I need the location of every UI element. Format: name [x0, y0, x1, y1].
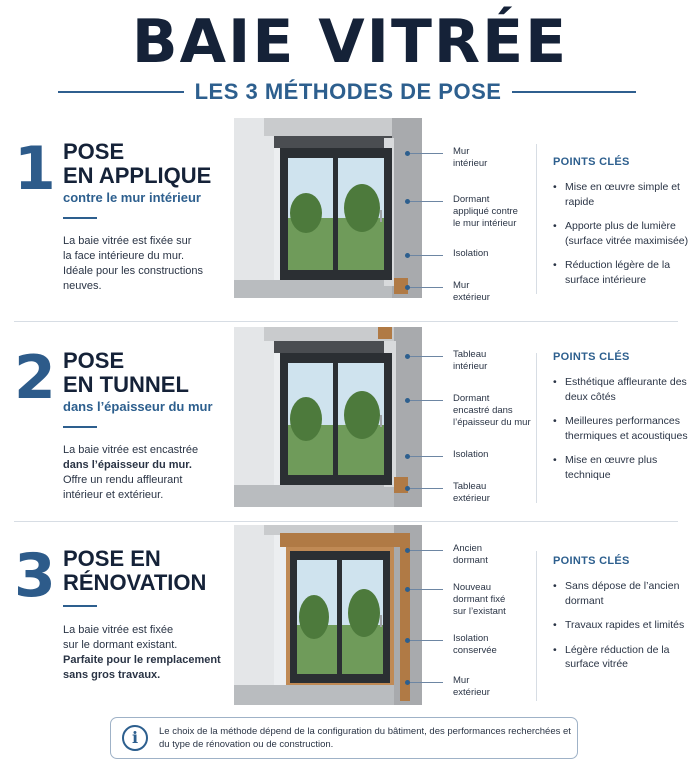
key-points-title: POINTS CLÉS — [553, 555, 630, 567]
label-dormant-encastre — [405, 393, 535, 428]
section-description — [63, 443, 231, 503]
section-description — [63, 234, 231, 294]
desc-line: sur le dormant existant. — [63, 639, 178, 651]
key-point: • Esthétique affleurante des deux côtés — [553, 375, 693, 404]
desc-line: La baie vitrée est fixée — [63, 624, 174, 636]
section-separator — [14, 321, 678, 322]
accent-rule — [63, 217, 97, 219]
footer-note — [110, 717, 578, 759]
column-divider — [536, 551, 537, 701]
label-text: Dormant encastré dans l’épaisseur du mur — [453, 393, 531, 428]
section-pose-renovation — [0, 525, 700, 715]
subtitle-rule-left — [58, 91, 184, 93]
section-heading-line1: POSE EN — [63, 546, 161, 571]
key-points — [553, 351, 693, 492]
footer-note-text: Le choix de la méthode dépend de la configuration du bâtiment, des performances recherchées et du type de rénovation ou de construction. — [159, 726, 571, 750]
key-point: • Réduction légère de la surface intérieure — [553, 258, 693, 287]
section-heading-line2: RÉNOVATION — [63, 570, 207, 595]
desc-line: Idéale pour les constructions — [63, 265, 204, 277]
section-labels — [405, 525, 535, 705]
desc-line: intérieur et extérieur. — [63, 489, 164, 501]
label-dormant-applique — [405, 194, 535, 229]
section-heading-line2: EN TUNNEL — [63, 372, 189, 397]
key-points-title: POINTS CLÉS — [553, 156, 630, 168]
label-ancien-dormant — [405, 543, 535, 573]
label-text: Isolation — [453, 248, 489, 259]
label-mur-exterieur — [405, 280, 535, 310]
label-text: Dormant appliqué contre le mur intérieur — [453, 194, 518, 229]
column-divider — [536, 353, 537, 503]
section-description — [63, 623, 231, 683]
label-text: Isolation conservée — [453, 633, 497, 656]
illustration-pose-tunnel — [234, 327, 422, 507]
label-tableau-interieur — [405, 349, 535, 379]
section-subheading: dans l’épaisseur du mur — [63, 399, 213, 414]
key-point: • Apporte plus de lumière (surface vitrée maximisée) — [553, 219, 693, 248]
section-heading — [63, 349, 238, 397]
key-points-title: POINTS CLÉS — [553, 351, 630, 363]
subtitle-rule-right — [512, 91, 636, 93]
section-labels — [405, 118, 535, 303]
key-point: • Mise en œuvre simple et rapide — [553, 180, 693, 209]
section-heading-line2: EN APPLIQUE — [63, 163, 212, 188]
section-labels — [405, 327, 535, 507]
subtitle-row — [0, 78, 700, 106]
label-text: Mur extérieur — [453, 280, 490, 303]
key-point: • Meilleures performances thermiques et acoustiques — [553, 414, 693, 443]
label-mur-interieur — [405, 146, 535, 176]
illustration-pose-applique — [234, 118, 422, 298]
page-title: BAIE VITRÉE — [131, 7, 569, 77]
desc-line — [63, 668, 231, 683]
label-mur-exterieur — [405, 675, 535, 705]
section-number: 1 — [14, 134, 56, 204]
section-pose-tunnel — [0, 327, 700, 517]
label-isolation-conservee — [405, 633, 535, 663]
info-icon: i — [122, 725, 148, 751]
section-subheading: contre le mur intérieur — [63, 190, 201, 205]
section-number: 3 — [14, 541, 56, 611]
page-subtitle: LES 3 MÉTHODES DE POSE — [194, 79, 502, 104]
illustration-pose-renovation — [234, 525, 422, 705]
label-text: Mur intérieur — [453, 146, 488, 169]
accent-rule — [63, 426, 97, 428]
key-point: • Légère réduction de la surface vitrée — [553, 643, 693, 672]
label-nouveau-dormant — [405, 582, 535, 617]
label-tableau-exterieur — [405, 481, 535, 511]
key-point: • Travaux rapides et limités — [553, 618, 693, 633]
label-text: Tableau intérieur — [453, 349, 488, 372]
section-heading-line1: POSE — [63, 139, 125, 164]
label-text: Isolation — [453, 449, 489, 460]
key-points — [553, 555, 693, 682]
desc-line: neuves. — [63, 280, 102, 292]
desc-bold: Parfaite pour le remplacement — [63, 654, 221, 666]
section-number: 2 — [14, 343, 56, 413]
section-separator — [14, 521, 678, 522]
desc-line: La baie vitrée est encastrée — [63, 444, 199, 456]
section-pose-applique — [0, 118, 700, 308]
key-point: • Sans dépose de l’ancien dormant — [553, 579, 693, 608]
column-divider — [536, 144, 537, 294]
key-points — [553, 156, 693, 297]
section-heading — [63, 547, 238, 595]
desc-bold: dans l’épaisseur du mur. — [63, 459, 192, 471]
desc-bold: sans gros travaux. — [63, 669, 161, 681]
desc-line: Offre un rendu affleurant — [63, 474, 183, 486]
section-heading — [63, 140, 238, 188]
desc-line — [63, 458, 231, 473]
accent-rule — [63, 605, 97, 607]
desc-line: la face intérieure du mur. — [63, 250, 185, 262]
label-text: Mur extérieur — [453, 675, 490, 698]
label-isolation — [405, 449, 535, 479]
label-text: Tableau extérieur — [453, 481, 490, 504]
label-text: Ancien dormant — [453, 543, 488, 566]
label-text: Nouveau dormant fixé sur l’existant — [453, 582, 506, 617]
label-isolation — [405, 248, 535, 278]
section-heading-line1: POSE — [63, 348, 125, 373]
key-point: • Mise en œuvre plus technique — [553, 453, 693, 482]
desc-line: La baie vitrée est fixée sur — [63, 235, 192, 247]
desc-line — [63, 653, 231, 668]
